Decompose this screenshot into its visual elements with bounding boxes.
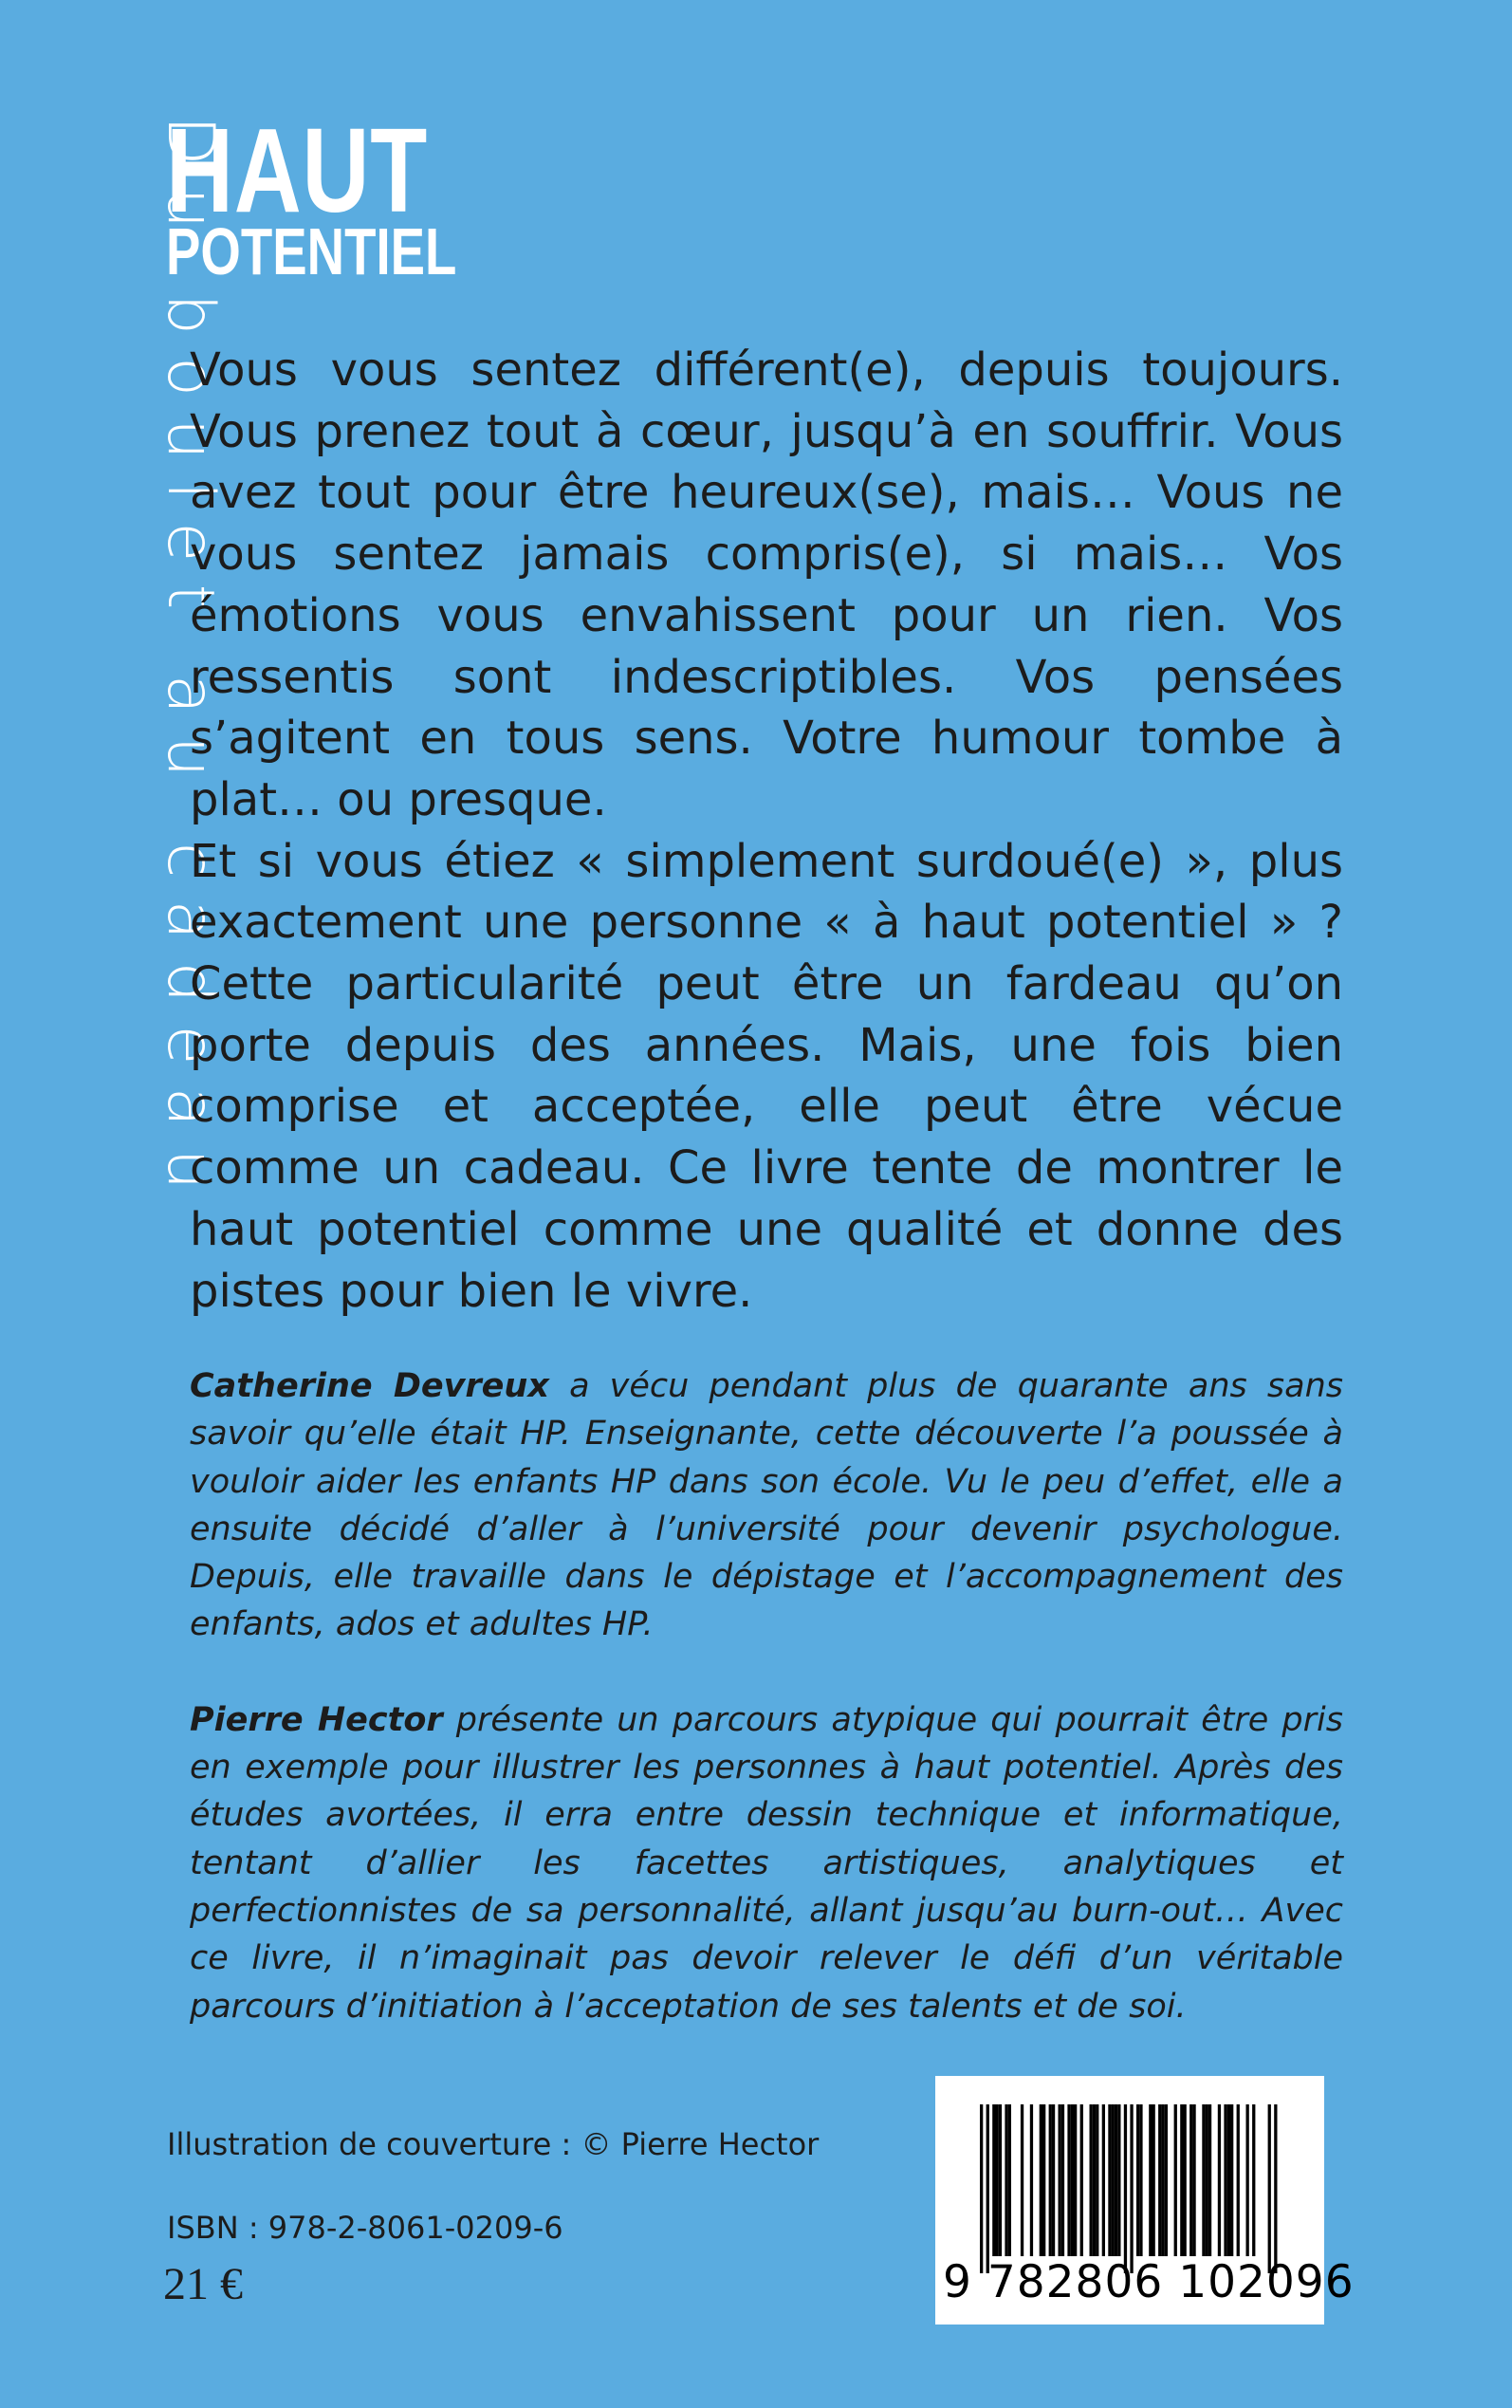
barcode-bar [1218, 2104, 1221, 2256]
author-name-1: Catherine Devreux [190, 1367, 549, 1405]
barcode-bar [1071, 2104, 1074, 2256]
barcode-bar [1139, 2104, 1142, 2256]
barcode-guard-bar [1268, 2104, 1271, 2273]
barcode-bar [1208, 2104, 1211, 2256]
barcode-bar [1049, 2104, 1052, 2256]
barcode-bar [996, 2104, 999, 2256]
barcode-bar [1080, 2104, 1083, 2256]
blurb-paragraph-1: Vous vous sentez différent(e), depuis toujours. Vous prenez tout à cœur, jusqu’à en souffrir. Vous avez tout pour être heureux(se), mais… Vous ne vous sentez jamais compris(e), si mais… Vos émotions vous envahissent pour un rien. Vos ressentis sont indescriptibles. Vos pensées s’agitent en tous sens. Votre humour tombe à plat… ou presque. [190, 343, 1343, 826]
author-bio-1-text: a vécu pendant plus de quarante ans sans savoir qu’elle était HP. Enseignante, cette découverte l’a poussée à vouloir aider les enfants HP dans son école. Vu le peu d’effet, elle a ensuite décidé d’aller à l’université pour devenir psychologue. Depuis, elle travaille dans le dépistage et l’accompagnement des enfants, ados et adultes HP. [190, 1367, 1343, 1644]
barcode-bar [1117, 2104, 1120, 2256]
price: 21 € [163, 2259, 243, 2309]
barcode-guard-bar [1130, 2104, 1133, 2273]
barcode-bar [1093, 2104, 1096, 2256]
barcode-bar [1030, 2104, 1033, 2256]
barcode-bar [1108, 2104, 1111, 2256]
barcode-guard-bar [1274, 2104, 1277, 2273]
barcode-bar [1061, 2104, 1064, 2256]
barcode-bar [1090, 2104, 1093, 2256]
author-bio-2-text: présente un parcours atypique qui pourrait être pris en exemple pour illustrer les personnes à haut potentiel. Après des études avortées, il erra entre dessin technique et informatique, tentant d’allier les facettes artistiques, analytiques et perfectionnistes de sa personnalité, allant jusqu’au burn-out… Avec ce livre, il n’imaginait pas devoir relever le défi d’un véritable parcours d’initiation à l’acceptation de ses talents et de soi. [190, 1700, 1343, 2026]
barcode-bar [1192, 2104, 1195, 2256]
barcode-bar [1059, 2104, 1061, 2256]
barcode-bar [1237, 2104, 1240, 2256]
barcode-bar [1227, 2104, 1230, 2256]
barcode-bar [1149, 2104, 1152, 2256]
blurb-paragraph-2: Et si vous étiez « simplement surdoué(e) », plus exactement une personne « à haut potentiel » ? Cette particularité peut être un fardeau qu’on porte depuis des années. Mais, une fois bien comprise et acceptée, elle peut être vécue comme un cadeau. Ce livre tente de montrer le haut potentiel comme une qualité et donne des pistes pour bien le vivre. [190, 834, 1343, 1318]
barcode-bar [1008, 2104, 1011, 2256]
barcode-bar [1184, 2104, 1187, 2256]
barcode-bar [1074, 2104, 1077, 2256]
barcode-bar [1152, 2104, 1155, 2256]
barcode-bar [1112, 2104, 1115, 2256]
barcode-bar [1042, 2104, 1045, 2256]
barcode-bar [1115, 2104, 1117, 2256]
illustration-credit: Illustration de couverture : © Pierre Hector [167, 2126, 820, 2162]
series-title-line1: HAUT [166, 103, 429, 237]
isbn: ISBN : 978-2-8061-0209-6 [167, 2210, 563, 2246]
barcode-bar [1161, 2104, 1164, 2256]
barcode-bar [1202, 2104, 1205, 2256]
barcode-bar [1102, 2104, 1105, 2256]
barcode-guard-bar [986, 2104, 989, 2273]
barcode-bar [1252, 2104, 1255, 2256]
barcode-bar [1136, 2104, 1139, 2256]
author-bios [190, 1362, 1343, 2030]
back-cover-blurb [190, 340, 1343, 1322]
barcode-bar [992, 2104, 995, 2256]
barcode [935, 2076, 1355, 2325]
barcode-bar [1180, 2104, 1183, 2256]
barcode-bar [1158, 2104, 1161, 2256]
barcode-digits: 9 782806 102096 [943, 2256, 1355, 2308]
series-title [166, 103, 539, 288]
author-name-2: Pierre Hector [190, 1700, 443, 1739]
barcode-bar [1096, 2104, 1098, 2256]
barcode-bar [1165, 2104, 1168, 2256]
barcode-guard-bar [1124, 2104, 1127, 2273]
barcode-bar [1021, 2104, 1023, 2256]
barcode-bar [1174, 2104, 1177, 2256]
author-bio-2 [190, 1696, 1343, 2030]
barcode-bar [999, 2104, 1002, 2256]
barcode-bar [1052, 2104, 1055, 2256]
barcode-bar [1224, 2104, 1226, 2256]
barcode-bar [1189, 2104, 1192, 2256]
barcode-bar [1206, 2104, 1208, 2256]
series-title-line2: POTENTIEL [166, 214, 457, 288]
author-bio-1 [190, 1362, 1343, 1649]
barcode-guard-bar [980, 2104, 983, 2273]
barcode-bar [1246, 2104, 1249, 2256]
barcode-bar [1067, 2104, 1070, 2256]
barcode-bar [1230, 2104, 1233, 2256]
barcode-bar [1005, 2104, 1007, 2256]
barcode-bar [1040, 2104, 1042, 2256]
side-title: Du boulet au cadeau [153, 116, 228, 1213]
